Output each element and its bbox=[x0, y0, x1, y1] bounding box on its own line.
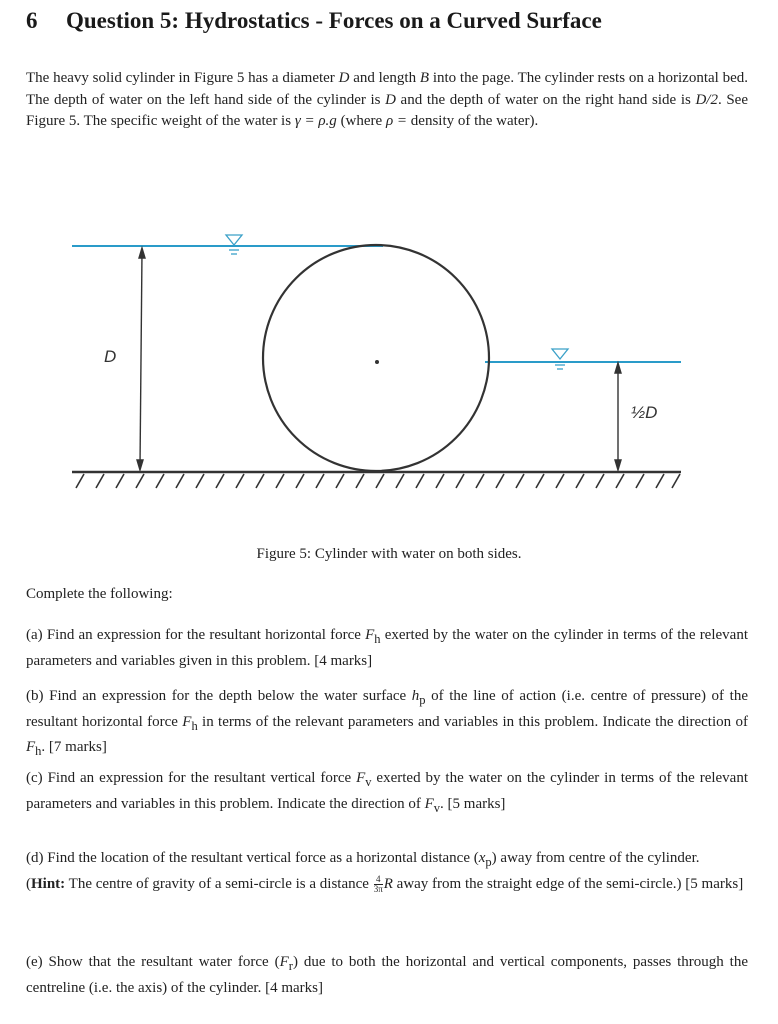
var-F: F bbox=[26, 739, 36, 755]
water-level-icon bbox=[226, 235, 242, 254]
question-text: (e) Show that the resultant water force ( bbox=[26, 954, 280, 970]
intro-text: and the depth of water on the right hand side is bbox=[395, 91, 696, 108]
label-half-D: ½D bbox=[631, 403, 658, 422]
var-D: D bbox=[385, 91, 396, 108]
question-c bbox=[26, 768, 748, 819]
intro-text: and length bbox=[349, 70, 420, 86]
var-D-half: D/2 bbox=[695, 91, 718, 108]
fraction-denominator: 3π bbox=[373, 883, 383, 894]
var-D: D bbox=[338, 70, 350, 86]
question-text: . [7 marks] bbox=[41, 739, 107, 755]
sub-h: h bbox=[35, 744, 42, 758]
depth-D-arrow bbox=[137, 248, 145, 470]
label-D: D bbox=[104, 347, 117, 366]
intro-paragraph bbox=[26, 68, 748, 133]
question-text: in terms of the relevant parameters and variables in this problem. Indicate the direction of bbox=[197, 713, 748, 730]
hint-text: The centre of gravity of a semi-circle is a distance bbox=[65, 875, 373, 892]
cylinder-centre-dot bbox=[375, 360, 379, 364]
fraction-numerator: 4 bbox=[374, 875, 383, 885]
hint-label: Hint: bbox=[31, 875, 66, 892]
question-text: (a) Find an expression for the resultant horizontal force bbox=[26, 627, 366, 643]
var-F: F bbox=[356, 770, 366, 786]
complete-prompt: Complete the following: bbox=[26, 586, 173, 602]
paren: ( bbox=[26, 875, 31, 892]
gamma-equation: γ = ρ.g bbox=[294, 113, 337, 129]
question-text: (b) Find an expression for the depth below the water surface bbox=[26, 688, 412, 704]
question-a bbox=[26, 625, 748, 672]
sub-p: p bbox=[485, 855, 492, 869]
var-x: x bbox=[478, 850, 486, 866]
intro-text: (where bbox=[336, 113, 386, 129]
question-text: of the line of action (i.e. centre of pressure) of the resultant horizontal force bbox=[26, 688, 748, 730]
intro-text: . See Figure 5. The specific weight of the water is bbox=[26, 91, 748, 129]
hint-text: away from the straight edge of the semi-circle.) [5 marks] bbox=[392, 875, 744, 892]
fraction-4-over-3pi bbox=[374, 875, 383, 894]
question-text: exerted by the water on the cylinder in terms of the relevant parameters and variables given in this problem. [4 marks] bbox=[26, 627, 748, 669]
question-text: (d) Find the location of the resultant vertical force as a horizontal distance ( bbox=[26, 850, 479, 866]
question-d bbox=[26, 848, 748, 895]
var-F: F bbox=[424, 795, 434, 812]
var-B: B bbox=[419, 70, 430, 86]
question-text: (c) Find an expression for the resultant vertical force bbox=[26, 770, 357, 786]
section-heading bbox=[26, 8, 602, 34]
question-e bbox=[26, 952, 748, 999]
cylinder-circle bbox=[263, 245, 489, 471]
intro-text: into the page. The cylinder rests on a horizontal bed. The depth of water on the left hand side of the cylinder is bbox=[26, 70, 748, 108]
question-text: ) due to both the horizontal and vertical components, passes through the centreline (i.e. the axis) of the cylinder. [4 marks] bbox=[26, 954, 749, 996]
water-level-icon bbox=[552, 349, 568, 369]
section-title: Question 5: Hydrostatics - Forces on a Curved Surface bbox=[66, 8, 602, 33]
sub-v: v bbox=[433, 800, 441, 815]
var-R: R bbox=[383, 875, 393, 892]
depth-half-D-arrow bbox=[615, 363, 621, 470]
intro-text: The heavy solid cylinder in Figure 5 has a diameter bbox=[26, 70, 339, 86]
sub-h: h bbox=[191, 718, 198, 733]
figure-caption: Figure 5: Cylinder with water on both sides. bbox=[256, 546, 522, 562]
figure-5-diagram bbox=[0, 210, 778, 510]
question-text: ) away from centre of the cylinder. bbox=[491, 850, 700, 866]
var-F: F bbox=[279, 954, 289, 970]
var-h: h bbox=[411, 688, 420, 704]
var-F: F bbox=[182, 713, 192, 730]
sub-r: r bbox=[288, 959, 293, 973]
sub-v: v bbox=[365, 775, 372, 789]
intro-text: density of the water). bbox=[407, 113, 539, 129]
sub-h: h bbox=[374, 632, 381, 646]
sub-p: p bbox=[419, 693, 426, 707]
question-text: . [5 marks] bbox=[440, 795, 506, 812]
question-text: exerted by the water on the cylinder in terms of the relevant parameters and variables in this problem. Indicate the direction of bbox=[26, 770, 749, 812]
var-F: F bbox=[365, 627, 375, 643]
section-number: 6 bbox=[26, 8, 38, 33]
question-b bbox=[26, 686, 748, 763]
ground-hatching bbox=[76, 474, 680, 488]
rho-equation: ρ = bbox=[385, 113, 408, 129]
